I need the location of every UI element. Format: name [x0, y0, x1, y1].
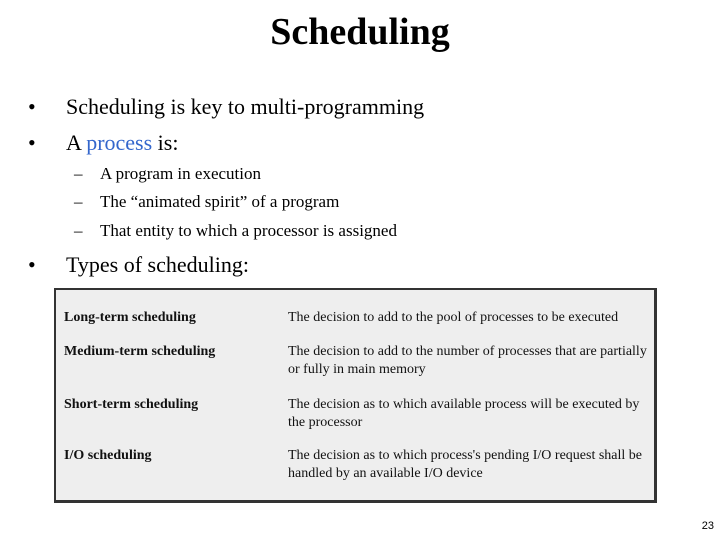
sub-bullet-execution: [74, 164, 261, 184]
table-term: Medium-term scheduling: [64, 344, 216, 359]
bullet-text: Scheduling is key to multi-programming: [66, 94, 425, 119]
sub-bullet-entity: [74, 221, 397, 241]
table-description: The decision as to which process's pending I/O request shall be handled by an available I/O device: [288, 448, 642, 481]
table-description: The decision to add to the number of processes that are partially or fully in main memory: [288, 344, 647, 377]
page-number: 23: [701, 520, 714, 532]
bullet-text: Types of scheduling:: [66, 252, 249, 277]
table-term: Long-term scheduling: [64, 310, 196, 325]
sub-bullet-marker: –: [74, 221, 83, 240]
sub-bullet-text: That entity to which a processor is assigned: [100, 221, 397, 240]
bullet-process: [28, 130, 178, 156]
table-term: Short-term scheduling: [64, 397, 199, 412]
bullet-suffix: is:: [152, 130, 179, 155]
sub-bullet-spirit: [74, 192, 339, 212]
bullet-marker: •: [28, 94, 36, 119]
sub-bullet-marker: –: [74, 192, 83, 211]
slide-title: Scheduling: [270, 11, 450, 53]
bullet-multiprogramming: [28, 94, 424, 120]
table-description: The decision as to which available process will be executed by the processor: [288, 397, 640, 430]
sub-bullet-text: The “animated spirit” of a program: [100, 192, 340, 211]
table-term: I/O scheduling: [64, 448, 152, 463]
bullet-types-of-scheduling: [28, 252, 249, 278]
table-description: The decision to add to the pool of processes to be executed: [288, 310, 619, 325]
scheduling-types-table: [54, 288, 657, 503]
bullet-marker: •: [28, 252, 36, 277]
sub-bullet-text: A program in execution: [100, 164, 261, 183]
bullet-marker: •: [28, 130, 36, 155]
bullet-prefix: A: [66, 130, 87, 155]
sub-bullet-marker: –: [74, 164, 83, 183]
process-highlight: process: [86, 130, 153, 155]
